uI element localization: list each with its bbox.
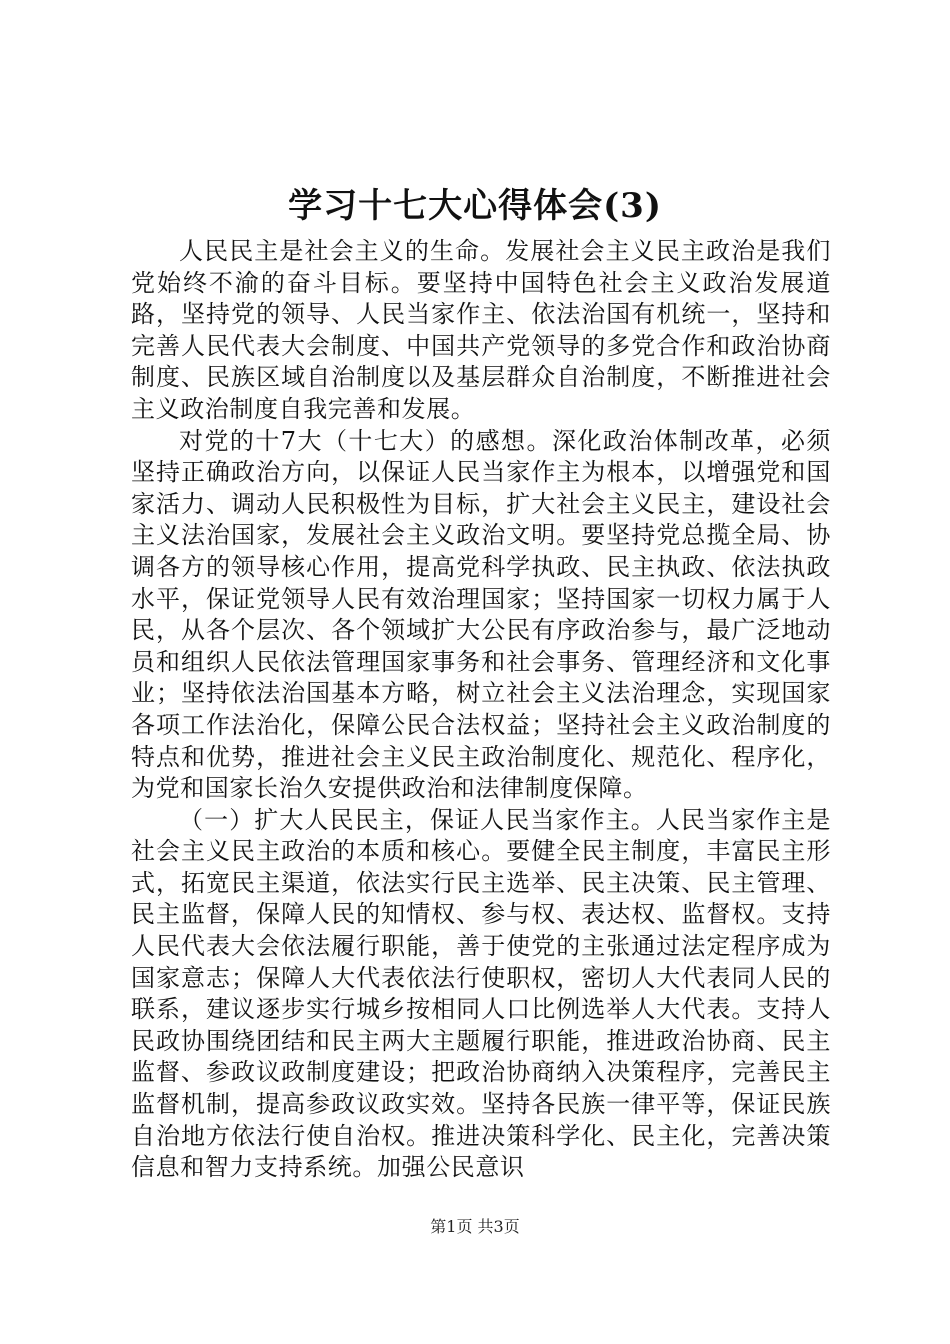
paragraph-2: 对党的十7大（十七大）的感想。深化政治体制改革，必须坚持正确政治方向，以保证人民当家作主为根本，以增强党和国家活力、调动人民积极性为目标，扩大社会主义民主，建设社会主义法治国家，发展社会主义政治文明。要坚持党总揽全局、协调各方的领导核心作用，提高党科学执政、民主执政、依法执政水平，保证党领导人民有效治理国家；坚持国家一切权力属于人民，从各个层次、各个领域扩大公民有序政治参与，最广泛地动员和组织人民依法管理国家事务和社会事务、管理经济和文化事业；坚持依法治国基本方略，树立社会主义法治理念，实现国家各项工作法治化，保障公民合法权益；坚持社会主义政治制度的特点和优势，推进社会主义民主政治制度化、规范化、程序化，为党和国家长治久安提供政治和法律制度保障。 xyxy=(131,426,831,803)
paragraph-3: （一）扩大人民民主，保证人民当家作主。人民当家作主是社会主义民主政治的本质和核心。要健全民主制度，丰富民主形式，拓宽民主渠道，依法实行民主选举、民主决策、民主管理、民主监督，保障人民的知情权、参与权、表达权、监督权。支持人民代表大会依法履行职能，善于使党的主张通过法定程序成为国家意志；保障人大代表依法行使职权，密切人大代表同人民的联系，建议逐步实行城乡按相同人口比例选举人大代表。支持人民政协围绕团结和民主两大主题履行职能，推进政治协商、民主监督、参政议政制度建设；把政治协商纳入决策程序，完善民主监督机制，提高参政议政实效。坚持各民族一律平等，保证民族自治地方依法行使自治权。推进决策科学化、民主化，完善决策信息和智力支持系统。加强公民意识 xyxy=(131,805,831,1182)
paragraph-1: 人民民主是社会主义的生命。发展社会主义民主政治是我们党始终不渝的奋斗目标。要坚持中国特色社会主义政治发展道路，坚持党的领导、人民当家作主、依法治国有机统一，坚持和完善人民代表大会制度、中国共产党领导的多党合作和政治协商制度、民族区域自治制度以及基层群众自治制度，不断推进社会主义政治制度自我完善和发展。 xyxy=(131,237,831,423)
document-body xyxy=(131,236,831,1184)
page-number-footer: 第1页 共3页 xyxy=(430,1217,520,1236)
document-title: 学习十七大心得体会(3) xyxy=(288,186,662,226)
